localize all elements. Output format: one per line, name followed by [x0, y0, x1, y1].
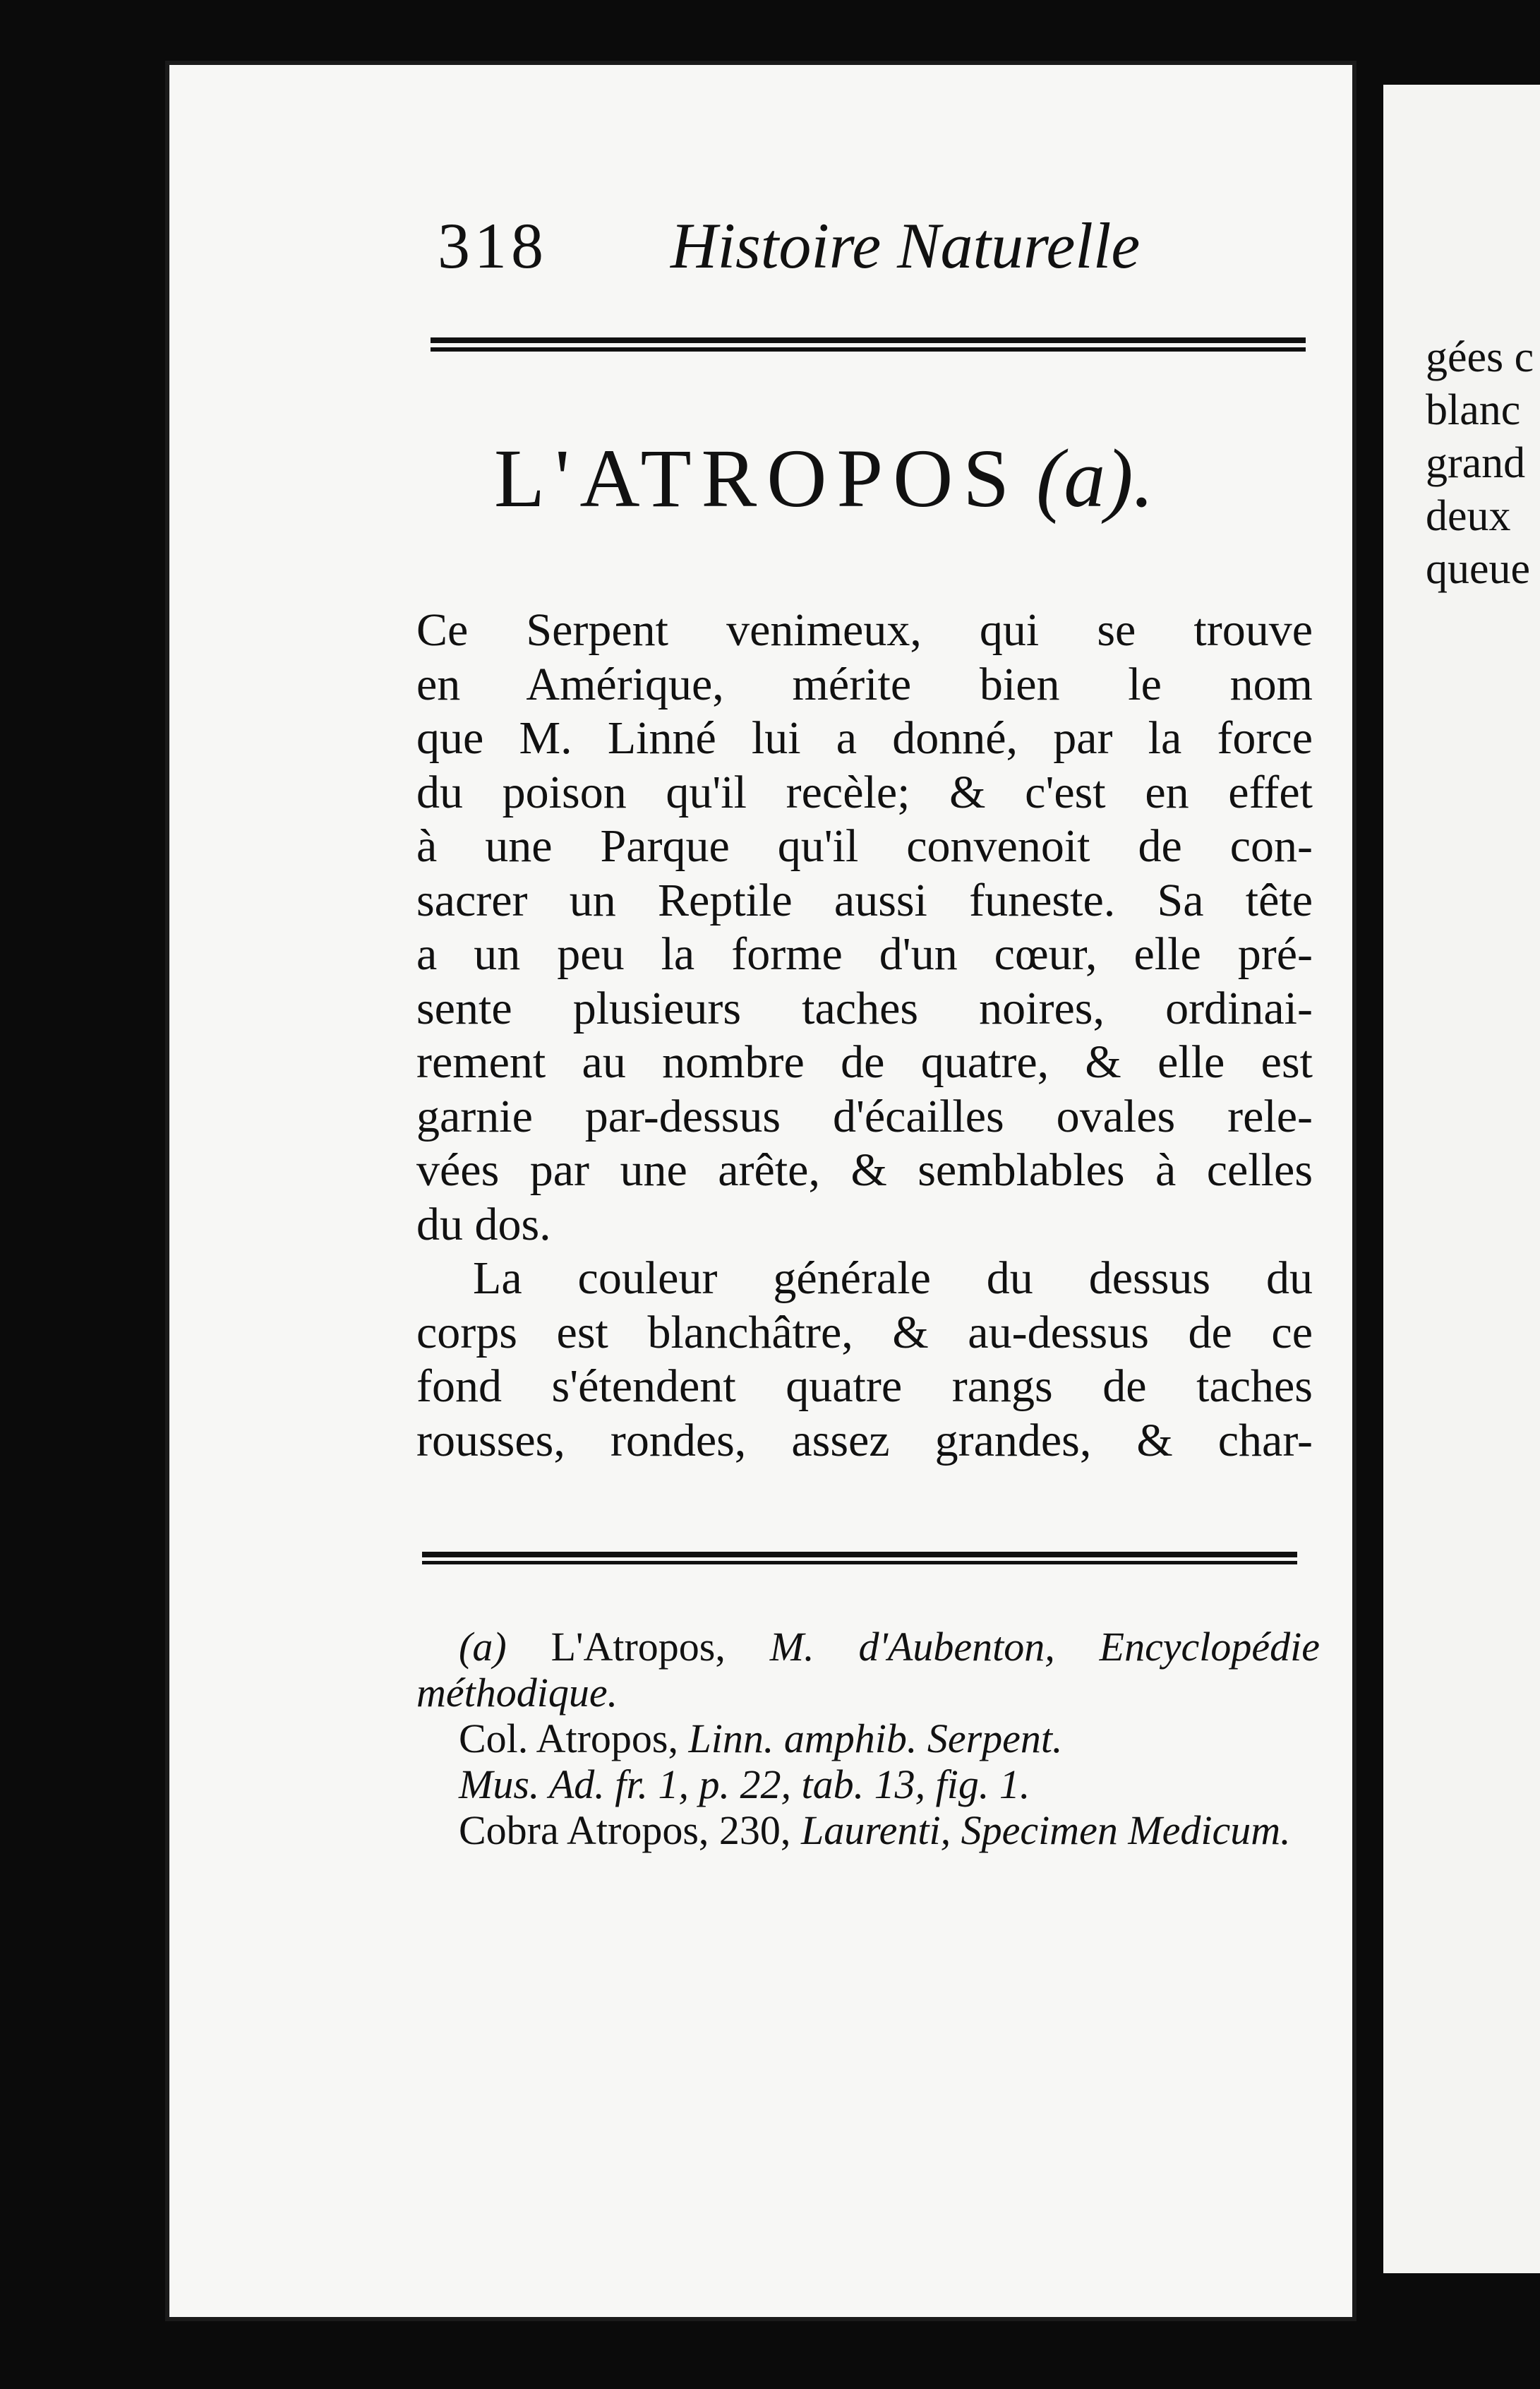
- footnote-line: méthodique.: [416, 1670, 618, 1716]
- body-text: [416, 604, 1313, 1468]
- text-line: rousses, rondes, assez grandes, & char-: [416, 1414, 1313, 1466]
- text-line: a un peu la forme d'un cœur, elle pré-: [416, 928, 1313, 980]
- text-line: garnie par-dessus d'écailles ovales rele-: [416, 1090, 1313, 1142]
- footnote-line: [416, 1716, 1320, 1761]
- footnote-italic: Laurenti, Specimen Medicum.: [800, 1807, 1291, 1853]
- text-line: à une Parque qu'il convenoit de con-: [416, 820, 1313, 872]
- facing-page-line: queue: [1426, 545, 1531, 593]
- footnotes: [416, 1624, 1320, 1853]
- footnote-line: [416, 1807, 1320, 1853]
- text-line: La couleur générale du dessus du: [473, 1252, 1313, 1304]
- footnote-mark: (a): [459, 1624, 507, 1670]
- text-line: corps est blanchâtre, & au-dessus de ce: [416, 1306, 1313, 1358]
- facing-page-line: blanc: [1426, 386, 1521, 434]
- text-line: sente plusieurs taches noires, ordinai-: [416, 982, 1313, 1034]
- text-line: rement au nombre de quatre, & elle est: [416, 1036, 1313, 1088]
- running-title: Histoire Naturelle: [670, 210, 1141, 282]
- page-header: [438, 208, 1143, 286]
- footnote-author: M. d'Aubenton, Encyclopédie: [769, 1624, 1321, 1670]
- text-line: Ce Serpent venimeux, qui se trouve: [416, 604, 1313, 656]
- text-line: que M. Linné lui a donné, par la force: [416, 712, 1313, 764]
- footnote-text: Col. Atropos,: [459, 1716, 678, 1761]
- footnote-text: Cobra Atropos, 230,: [459, 1807, 791, 1853]
- text-line: du dos.: [416, 1198, 551, 1250]
- facing-page-line: grand: [1426, 439, 1526, 487]
- footnote-text: L'Atropos,: [551, 1624, 726, 1670]
- text-line: fond s'étendent quatre rangs de taches: [416, 1360, 1313, 1412]
- footnote-line: Mus. Ad. fr. 1, p. 22, tab. 13, fig. 1.: [459, 1761, 1030, 1807]
- facing-page-line: gées c: [1426, 333, 1534, 381]
- footnote-reference: (a).: [1035, 432, 1155, 525]
- footnote-line: [416, 1624, 1320, 1670]
- section-title: [494, 431, 1270, 527]
- header-rule: [431, 337, 1306, 352]
- facing-page-line: deux: [1426, 492, 1511, 540]
- text-line: du poison qu'il recèle; & c'est en effet: [416, 766, 1313, 818]
- book-page-right-edge: [1383, 85, 1540, 2273]
- page-number: 318: [438, 210, 548, 282]
- text-line: sacrer un Reptile aussi funeste. Sa tête: [416, 874, 1313, 926]
- text-line: vées par une arête, & semblables à celles: [416, 1144, 1313, 1196]
- footnote-rule: [422, 1552, 1297, 1564]
- section-title-text: L'ATROPOS: [494, 432, 1019, 525]
- text-line: en Amérique, mérite bien le nom: [416, 658, 1313, 710]
- footnote-italic: Linn. amphib. Serpent.: [688, 1716, 1063, 1761]
